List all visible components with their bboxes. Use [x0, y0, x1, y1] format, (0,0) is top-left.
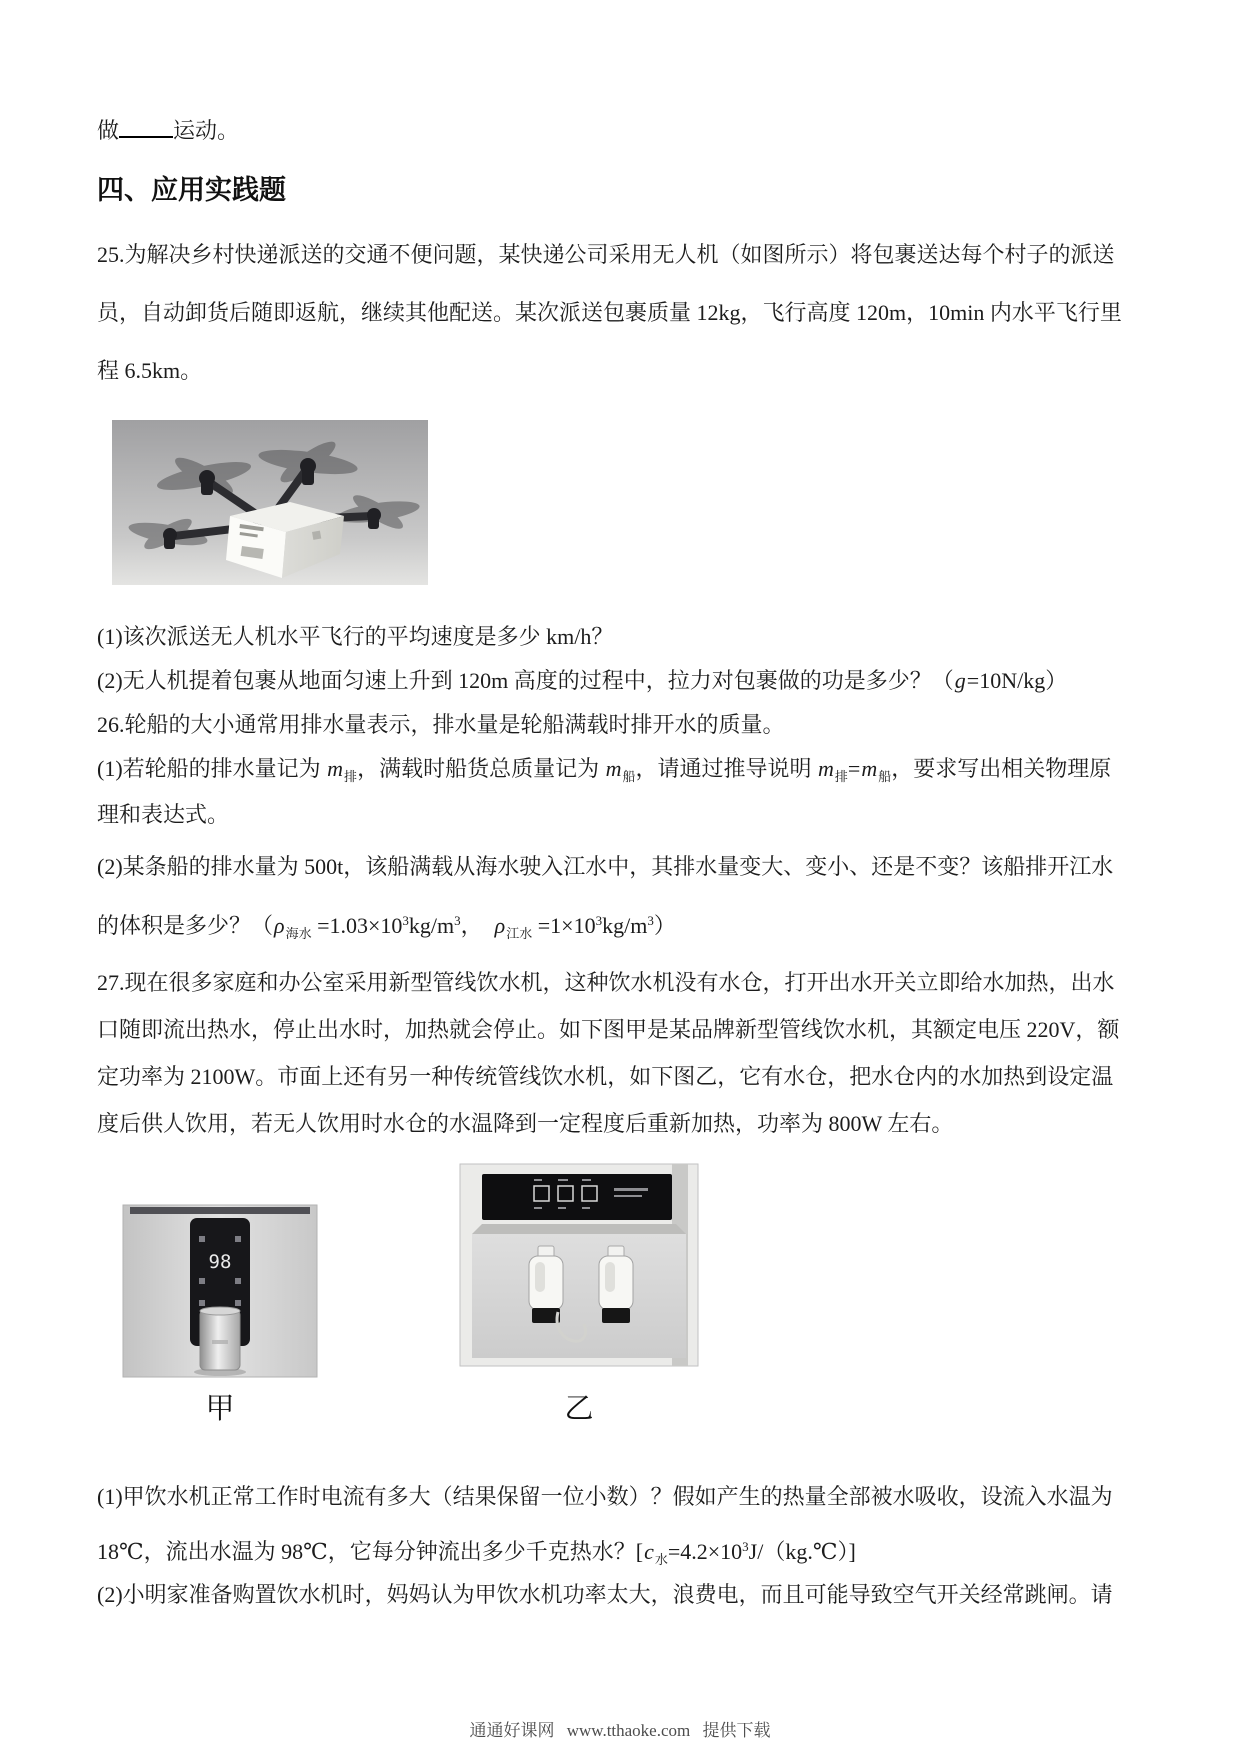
q27-text-line4: 度后供人饮用，若无人饮用时水仓的水温降到一定程度后重新加热，功率为 800W 左右。 — [97, 1111, 954, 1136]
q26-intro: 26.轮船的大小通常用排水量表示，排水量是轮船满载时排开水的质量。 — [97, 712, 785, 737]
label-jia: 甲 — [205, 1393, 235, 1425]
footer-watermark: 通通好课网 www.tthaoke.com 提供下载 — [469, 1721, 771, 1740]
dispenser-jia-photo — [120, 1200, 320, 1380]
q25-sub1: (1)该次派送无人机水平飞行的平均速度是多少 km/h？ — [97, 624, 614, 649]
water-spout — [200, 1307, 240, 1370]
answer-blank — [119, 114, 173, 138]
left-tap — [529, 1246, 563, 1323]
q26-sub1-line2: 理和表达式。 — [97, 802, 230, 827]
fill-suffix: 运动。 — [173, 118, 240, 143]
top-edge — [130, 1207, 310, 1214]
q27-text-line3: 定功率为 2100W。市面上还有另一种传统管线饮水机，如下图乙，它有水仓，把水仓内的水加热到设定温 — [97, 1064, 1114, 1089]
q27-text-line1: 27.现在很多家庭和办公室采用新型管线饮水机，这种饮水机没有水仓，打开出水开关立即给水加热，出水 — [97, 970, 1115, 995]
fill-prefix: 做 — [97, 118, 120, 143]
dispenser-yi-graphic — [458, 1162, 700, 1368]
q26-sub2-line2-formula: 的体积是多少？（$\rho_{海水} =1.03\times 10^3kg/m^3$， $\rho_{江水} =1\times 10^3kg/m^3$） — [97, 913, 676, 941]
q25-text-line3: 程 6.5km。 — [97, 358, 203, 383]
dispenser-yi-photo — [458, 1162, 700, 1368]
dispenser-jia-graphic — [120, 1200, 320, 1380]
q26-sub1-line1: (1)若轮船的排水量记为 $m_排$，满载时船货总质量记为 $m_船$，请通过推导说明 $m_排=m_船$，要求写出相关物理原 — [97, 756, 1112, 784]
drone-photo-graphic — [112, 420, 428, 585]
q27-text-line2: 口随即流出热水，停止出水时，加热就会停止。如下图甲是某品牌新型管线饮水机，其额定电压 220V，额 — [97, 1017, 1120, 1042]
section-title: 四、应用实践题 — [97, 175, 286, 205]
label-yi: 乙 — [564, 1393, 594, 1425]
q25-sub2: (2)无人机提着包裹从地面匀速上升到 120m 高度的过程中，拉力对包裹做的功是多少？（g=10N/kg） — [97, 668, 1068, 693]
right-tap — [599, 1246, 633, 1323]
q25-text-line1: 25.为解决乡村快递派送的交通不便问题，某快递公司采用无人机（如图所示）将包裹送达每个村子的派送 — [97, 242, 1115, 267]
q27-sub2: (2)小明家准备购置饮水机时，妈妈认为甲饮水机功率太大，浪费电，而且可能导致空气开关经常跳闸。请 — [97, 1582, 1113, 1607]
drone-photo — [112, 420, 428, 585]
q27-sub1-line1: (1)甲饮水机正常工作时电流有多大（结果保留一位小数）？假如产生的热量全部被水吸收，设流入水温为 — [97, 1484, 1113, 1509]
temperature-display: 98 — [208, 1251, 232, 1273]
q25-text-line2: 员，自动卸货后随即返航，继续其他配送。某次派送包裹质量 12kg，飞行高度 120m，10min 内水平飞行里 — [97, 300, 1122, 325]
fill-blank-line — [97, 114, 239, 146]
display-panel — [482, 1174, 672, 1220]
q26-sub2-line1: (2)某条船的排水量为 500t，该船满载从海水驶入江水中，其排水量变大、变小、还是不变？该船排开江水 — [97, 854, 1114, 879]
recess-bevel — [472, 1224, 686, 1234]
q27-sub1-line2: 18℃，流出水温为 98℃，它每分钟流出多少千克热水？$[c_水=4.2\times 10^3J/(kg.℃)]$ — [97, 1539, 856, 1567]
